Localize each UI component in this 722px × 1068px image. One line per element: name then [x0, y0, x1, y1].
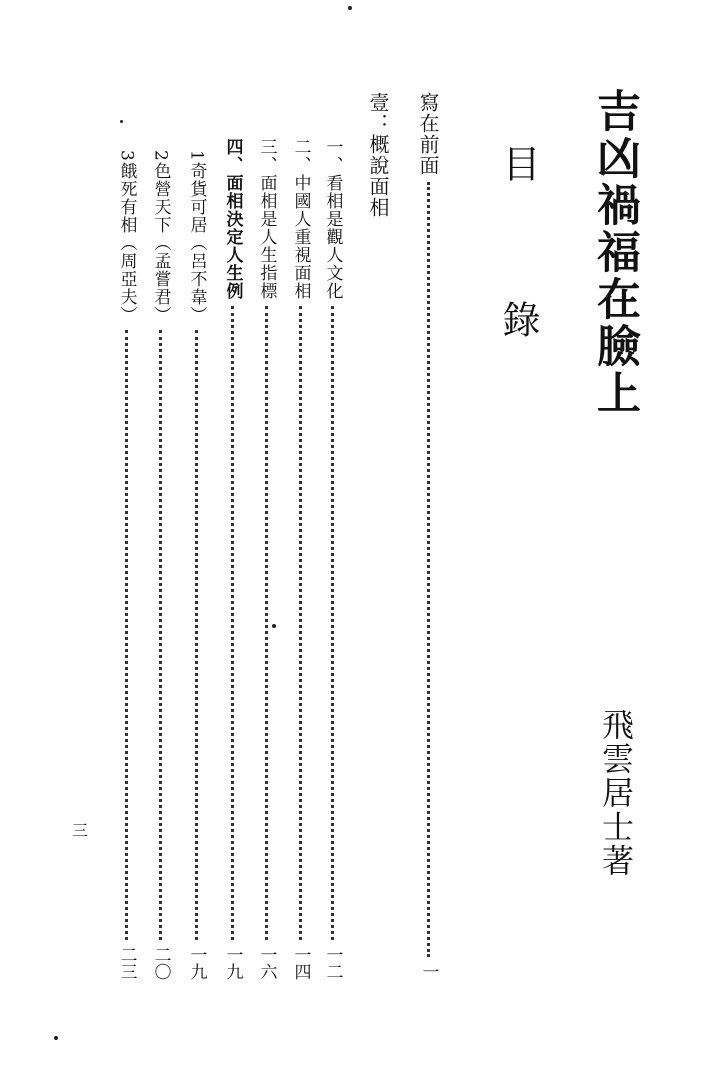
toc-entry-preface[interactable] — [416, 92, 440, 980]
toc-entry-title: 二、中國人重視面相 — [290, 138, 311, 300]
toc-subentry-3[interactable] — [114, 150, 138, 980]
scan-speck — [272, 624, 276, 628]
scan-speck — [54, 1036, 58, 1040]
toc-entry-title: 一、看相是觀人文化 — [322, 138, 343, 300]
book-title: 吉凶禍福在臉上 — [589, 88, 640, 417]
toc-entry-title: 3餓死有相（周亞夫） — [116, 150, 137, 324]
toc-entry-title: 三、面相是人生指標 — [256, 138, 277, 300]
toc-page-number: 一六 — [256, 946, 277, 980]
dot-leader — [159, 330, 162, 940]
toc-entry-title: 壹：概說面相 — [366, 92, 390, 218]
toc-entry-1[interactable] — [320, 138, 344, 980]
scan-speck — [120, 120, 123, 123]
toc-entry-4[interactable] — [220, 138, 244, 980]
dot-leader — [231, 306, 234, 940]
dot-leader — [331, 306, 334, 940]
dot-leader — [299, 306, 302, 940]
contents-heading-char-1: 目 — [496, 144, 540, 182]
contents-heading-char-2: 錄 — [496, 300, 540, 338]
toc-entry-title: 2色營天下（孟嘗君） — [150, 150, 171, 324]
toc-page-number: 二三 — [116, 946, 137, 980]
toc-page-number: 一九 — [186, 946, 207, 980]
toc-entry-3[interactable] — [254, 138, 278, 980]
toc-section-heading[interactable] — [366, 92, 390, 292]
toc-page-number: 一二 — [322, 946, 343, 980]
toc-page-number: 一四 — [290, 946, 311, 980]
toc-page-number: 一九 — [222, 946, 243, 980]
scan-speck — [348, 6, 352, 10]
toc-page-number: 一 — [418, 963, 439, 980]
author-credit: 飛雲居士著 — [597, 708, 635, 878]
dot-leader — [125, 330, 128, 940]
toc-subentry-1[interactable] — [184, 150, 208, 980]
dot-leader — [195, 330, 198, 940]
page-number-marker: 三 — [72, 821, 89, 840]
toc-entry-title: 四、面相決定人生例 — [222, 138, 243, 300]
toc-page-number: 二〇 — [150, 946, 171, 980]
toc-entry-title: 1奇貨可居（呂不韋） — [186, 150, 207, 324]
dot-leader — [265, 306, 268, 940]
toc-entry-2[interactable] — [288, 138, 312, 980]
toc-entry-title: 寫在前面 — [416, 92, 440, 176]
dot-leader — [427, 182, 430, 957]
toc-subentry-2[interactable] — [148, 150, 172, 980]
